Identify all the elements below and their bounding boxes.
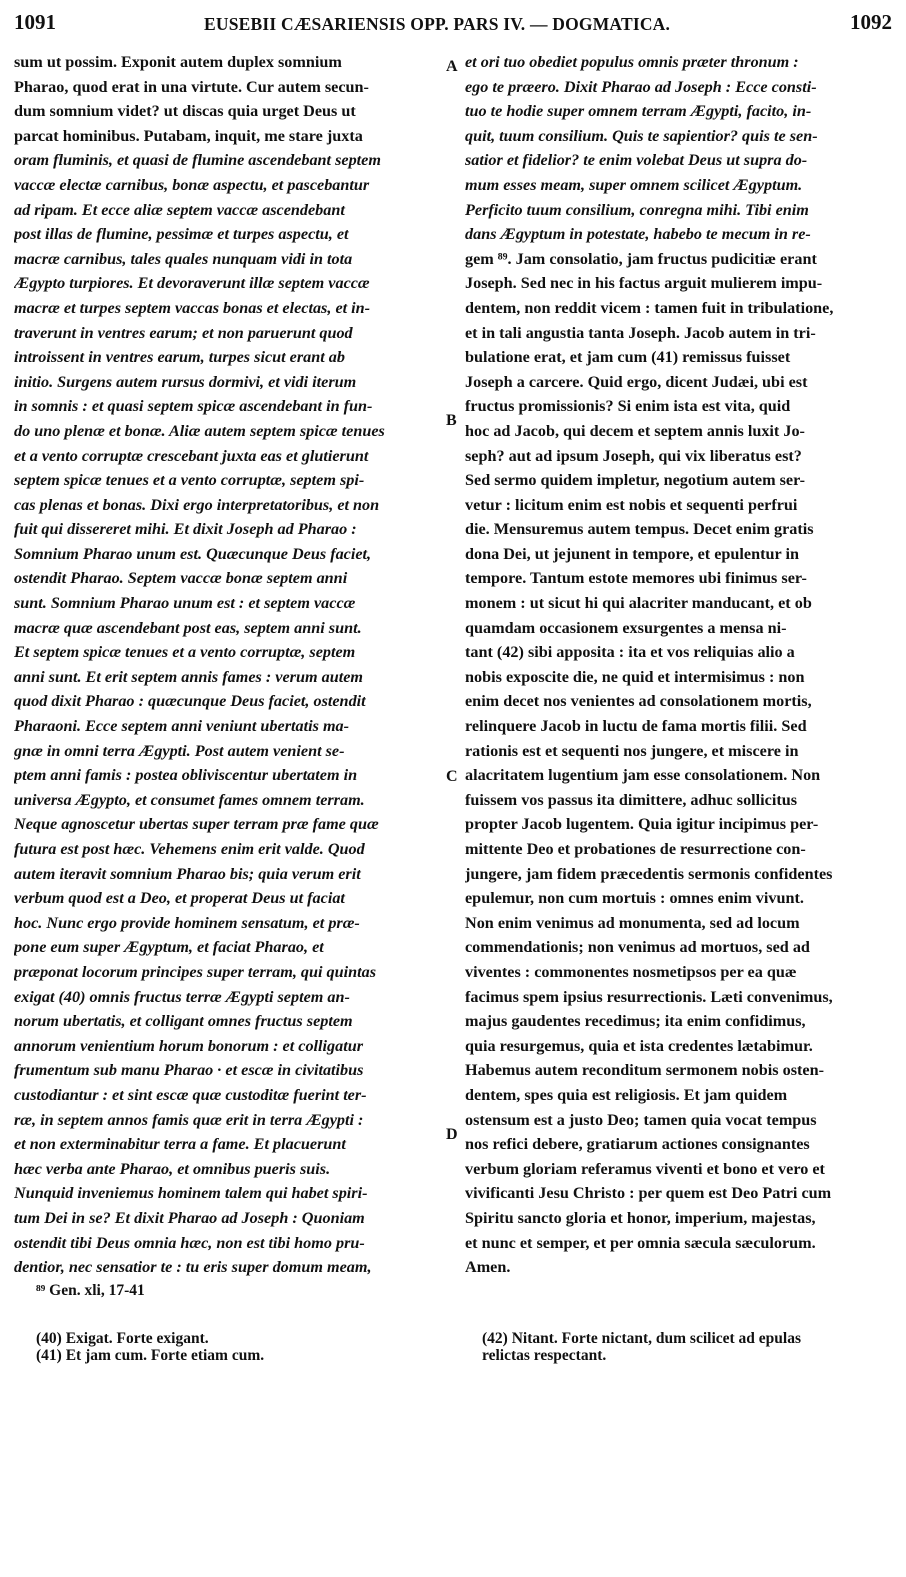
- text-line: epulemur, non cum mortuis : omnes enim vivunt.: [465, 889, 804, 908]
- text-line: Joseph a carcere. Quid ergo, dicent Judæi, ubi est: [465, 372, 808, 391]
- text-line: vetur : licitum enim est nobis et sequenti perfrui: [465, 495, 798, 514]
- text-line: Pharao, quod erat in una virtute. Cur autem secun-: [14, 77, 369, 96]
- text-line: in somnis : et quasi septem spicæ ascendebant in fun-: [14, 397, 373, 416]
- footnote-42-line1: (42) Nitant. Forte nictant, dum scilicet ad epulas: [482, 1330, 802, 1347]
- text-line: Non enim venimus ad monumenta, sed ad locum: [465, 913, 800, 932]
- text-line: dona Dei, ut jejunent in tempore, et epulentur in: [465, 544, 799, 563]
- text-line: et in tali angustia tanta Joseph. Jacob autem in tri-: [465, 323, 816, 342]
- text-line: anni sunt. Et erit septem annis fames : verum autem: [14, 667, 363, 686]
- text-line: seph? aut ad ipsum Joseph, qui vix liberatus est?: [465, 446, 802, 465]
- text-line: gem ⁸⁹. Jam consolatio, jam fructus pudicitiæ erant: [465, 249, 817, 268]
- text-line: ostendit tibi Deus omnia hæc, non est tibi homo pru-: [14, 1233, 365, 1252]
- text-line: Et septem spicæ tenues et a vento corruptæ, septem: [14, 643, 356, 662]
- footnote-scripture-ref: [36, 1282, 145, 1299]
- page-number-right: 1092: [850, 10, 892, 34]
- text-line: ad ripam. Et ecce aliæ septem vaccæ ascendebant: [14, 200, 345, 219]
- text-line: Joseph. Sed nec in his factus arguit mulierem impu-: [465, 274, 823, 293]
- text-line: tuo te hodie super omnem terram Ægypti, facito, in-: [465, 102, 812, 121]
- text-line: Sed sermo quidem impletur, negotium autem ser-: [465, 471, 806, 490]
- text-line: Spiritu sancto gloria et honor, imperium, majestas,: [465, 1208, 816, 1227]
- text-line: exigat (40) omnis fructus terræ Ægypti septem an-: [14, 987, 350, 1006]
- text-line: gnæ in omni terra Ægypti. Post autem venient se-: [14, 741, 345, 760]
- text-line: ostendit Pharao. Septem vaccæ bonæ septem anni: [14, 569, 348, 588]
- text-line: relinquere Jacob in luctu de fama mortis filii. Sed: [465, 717, 807, 736]
- text-line: fuissem vos passus ita dimittere, adhuc sollicitus: [465, 790, 798, 809]
- text-line: frumentum sub manu Pharao · et escæ in civitatibus: [14, 1061, 364, 1080]
- page-number-left: 1091: [14, 10, 56, 34]
- text-line: Habemus autem reconditum sermonem nobis osten-: [465, 1061, 824, 1080]
- text-line: alacritatem lugentium jam esse consolationem. Non: [465, 766, 821, 785]
- margin-letter-b: B: [446, 412, 457, 429]
- text-line: verbum gloriam referamus viventi et bono et vero et: [465, 1159, 825, 1178]
- text-line: et nunc et semper, et per omnia sæcula sæculorum.: [465, 1233, 816, 1252]
- text-line: et ori tuo obediet populus omnis præter thronum :: [465, 53, 799, 71]
- text-line: tempore. Tantum estote memores ubi finimus ser-: [465, 569, 807, 588]
- text-line: quit, tuum consilium. Quis te sapientior? quis te sen-: [465, 126, 818, 145]
- text-line: commendationis; non venimus ad mortuos, sed ad: [465, 938, 810, 957]
- text-line: jungere, jam fidem præcedentis sermonis confidentes: [465, 864, 833, 883]
- text-line: Ægypto turpiores. Et devoraverunt illæ septem vaccæ: [14, 274, 370, 293]
- text-line: vaccæ electæ carnibus, bonæ aspectu, et pascebantur: [14, 175, 370, 194]
- text-line: mum esses meam, super omnem scilicet Ægyptum.: [465, 175, 803, 194]
- text-line: verbum quod est a Deo, et properat Deus ut faciat: [14, 889, 345, 908]
- text-line: hæc verba ante Pharao, et omnibus pueris suis.: [14, 1159, 331, 1178]
- margin-letter-c: C: [446, 768, 458, 785]
- text-line: post illas de flumine, pessimæ et turpes aspectu, et: [14, 225, 349, 244]
- text-line: macræ carnibus, tales quales nunquam vidi in tota: [14, 249, 353, 268]
- text-line: enim decet nos venientes ad consolationem mortis,: [465, 692, 812, 711]
- text-line: majus gaudentes recedimus; ita enim confidimus,: [465, 1012, 806, 1031]
- text-line: Somnium Pharao unum est. Quæcunque Deus faciet,: [14, 544, 372, 563]
- text-line: traverunt in ventres earum; et non paruerunt quod: [14, 323, 353, 342]
- running-title: EUSEBII CÆSARIENSIS OPP. PARS IV. — DOGMATICA.: [204, 14, 671, 34]
- footnote-89: ⁸⁹ Gen. xli, 17-41: [36, 1282, 145, 1299]
- footnotes-right: [482, 1330, 892, 1364]
- text-line: dentior, nec sensatior te : tu eris super domum meam,: [14, 1258, 372, 1277]
- text-line: Perficito tuum consilium, conregna mihi. Tibi enim: [465, 200, 809, 219]
- text-line: macræ et turpes septem vaccas bonas et electas, et in-: [14, 298, 371, 317]
- text-line: propter Jacob lugentem. Quia igitur incipimus per-: [465, 815, 819, 834]
- text-line: initio. Surgens autem rursus dormivi, et vidi iterum: [14, 372, 357, 391]
- text-line: futura est post hæc. Vehemens enim erit valde. Quod: [14, 840, 365, 858]
- text-line: Amen.: [465, 1258, 511, 1277]
- text-line: fuit qui dissereret mihi. Et dixit Joseph ad Pharao :: [14, 520, 357, 539]
- text-line: parcat hominibus. Putabam, inquit, me stare juxta: [14, 126, 363, 145]
- text-line: satior et fidelior? te enim volebat Deus ut supra do-: [465, 151, 808, 170]
- text-line: dans Ægyptum in potestate, habebo te mecum in re-: [465, 225, 811, 244]
- text-line: sum ut possim. Exponit autem duplex somnium: [14, 53, 342, 71]
- text-line: Pharaoni. Ecce septem anni veniunt ubertatis ma-: [14, 717, 350, 736]
- text-line: et non exterminabitur terra a fame. Et placuerunt: [14, 1135, 346, 1154]
- text-line: do uno plenæ et bonæ. Aliæ autem septem spicæ tenues: [14, 421, 385, 440]
- footnotes-left: [36, 1330, 264, 1364]
- text-line: dum somnium videt? ut discas quia urget Deus ut: [14, 102, 356, 121]
- text-line: hoc ad Jacob, qui decem et septem annis luxit Jo-: [465, 421, 805, 440]
- text-line: quamdam occasionem exsurgentes a mensa ni-: [465, 618, 787, 637]
- text-line: ego te præero. Dixit Pharao ad Joseph : Ecce consti-: [465, 77, 817, 96]
- text-line: universa Ægypto, et consumet fames omnem terram.: [14, 790, 365, 809]
- footnote-41: (41) Et jam cum. Forte etiam cum.: [36, 1347, 265, 1364]
- text-line: ostensum est a justo Deo; tamen quia vocat tempus: [465, 1110, 817, 1129]
- text-line: annorum venientium horum bonorum : et colligatur: [14, 1036, 364, 1055]
- text-line: rationis est et sequenti nos jungere, et miscere in: [465, 741, 799, 760]
- margin-letter-d: D: [446, 1126, 458, 1143]
- text-line: hoc. Nunc ergo provide hominem sensatum, et præ-: [14, 913, 360, 932]
- text-line: macræ quæ ascendebant post eas, septem anni sunt.: [14, 618, 362, 637]
- text-line: sunt. Somnium Pharao unum est : et septem vaccæ: [14, 594, 356, 613]
- text-line: oram fluminis, et quasi de flumine ascendebant septem: [14, 151, 381, 170]
- text-line: nobis exposcite die, ne quid et intermisimus : non: [465, 667, 805, 686]
- text-line: fructus promissionis? Si enim ista est vita, quid: [465, 397, 791, 416]
- running-header: [0, 0, 906, 40]
- text-line: norum ubertatis, et colligant omnes fructus septem: [14, 1012, 353, 1031]
- left-column: [14, 50, 444, 1280]
- text-line: dentem, spes quia est religiosis. Et jam quidem: [465, 1085, 788, 1104]
- text-line: cas plenas et bonas. Dixi ergo interpretatoribus, et non: [14, 495, 380, 514]
- footnote-40: (40) Exigat. Forte exigant.: [36, 1330, 209, 1347]
- text-line: præponat locorum principes super terram, qui quintas: [14, 962, 377, 981]
- text-line: Nunquid inveniemus hominem talem qui habet spiri-: [14, 1184, 368, 1203]
- text-line: pone eum super Ægyptum, et faciat Pharao, et: [14, 938, 324, 957]
- text-line: vivificanti Jesu Christo : per quem est Deo Patri cum: [465, 1184, 832, 1203]
- text-line: tum Dei in se? Et dixit Pharao ad Joseph : Quoniam: [14, 1208, 365, 1227]
- text-line: Neque agnoscetur ubertas super terram præ fame quæ: [14, 815, 379, 834]
- text-line: septem spicæ tenues et a vento corruptæ, septem spi-: [14, 471, 365, 490]
- text-line: monem : ut sicut hi qui alacriter manducant, et ob: [465, 594, 812, 613]
- text-line: dentem, non reddit vicem : tamen fuit in tribulatione,: [465, 298, 834, 317]
- margin-letter-a: A: [446, 58, 458, 75]
- text-line: nos refici debere, gratiarum actiones consignantes: [465, 1135, 810, 1154]
- text-line: tant (42) sibi apposita : ita et vos reliquias alio a: [465, 643, 795, 662]
- text-line: quia resurgemus, quia et ista credentes lætabimur.: [465, 1036, 813, 1055]
- text-line: mittente Deo et probationes de resurrectione con-: [465, 840, 806, 858]
- right-column: [465, 50, 892, 1280]
- text-line: viventes : commonentes nosmetipsos per ea quæ: [465, 962, 797, 981]
- text-line: bulatione erat, et jam cum (41) remissus fuisset: [465, 348, 791, 367]
- footnote-42-line2: relictas respectant.: [482, 1347, 607, 1364]
- text-line: die. Mensuremus autem tempus. Decet enim gratis: [465, 520, 814, 539]
- text-line: ræ, in septem annos famis quæ erit in terra Ægypti :: [14, 1110, 364, 1129]
- text-line: ptem anni famis : postea obliviscentur ubertatem in: [14, 766, 358, 785]
- text-line: et a vento corruptæ crescebant juxta eas et glutierunt: [14, 446, 369, 465]
- text-line: custodiantur : et sint escæ quæ custoditæ fuerint ter-: [14, 1085, 367, 1104]
- text-line: facimus spem ipsius resurrectionis. Læti convenimus,: [465, 987, 833, 1006]
- text-line: quod dixit Pharao : quæcunque Deus faciet, ostendit: [14, 692, 366, 711]
- text-line: autem iteravit somnium Pharao bis; quia verum erit: [14, 864, 361, 883]
- text-line: introissent in ventres earum, turpes sicut erant ab: [14, 348, 345, 367]
